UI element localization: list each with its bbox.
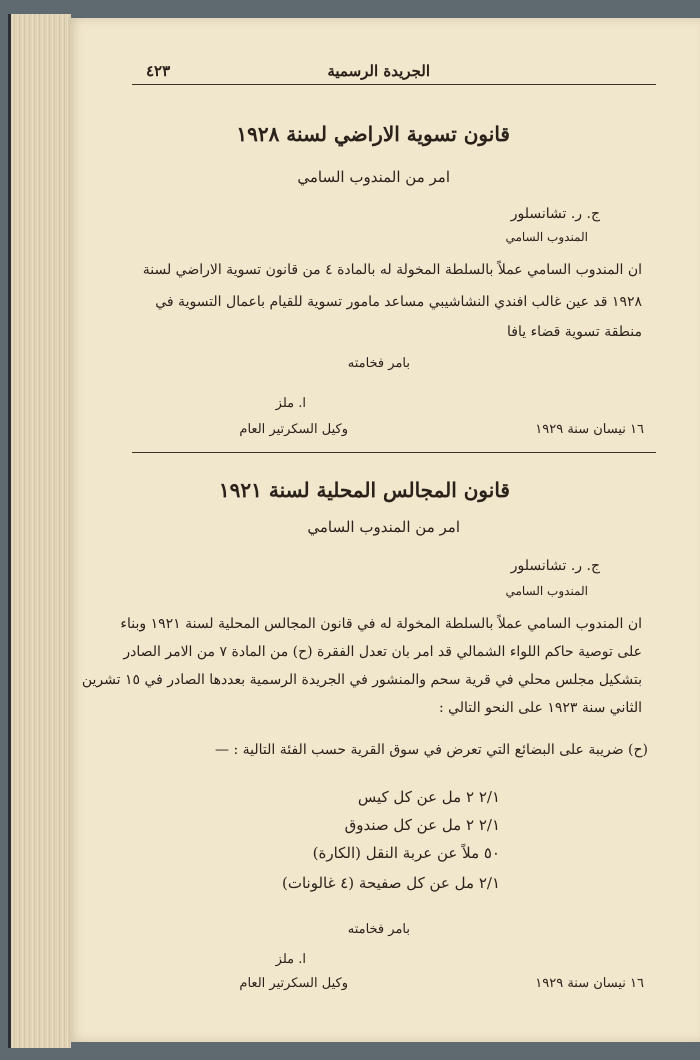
law1-by-order: بامر فخامته	[347, 356, 410, 371]
law1-body-line: ان المندوب السامي عملاً بالسلطة المخولة له بالمادة ٤ من قانون تسوية الاراضي لسنة	[142, 262, 642, 278]
law2-date: ١٦ نيسان سنة ١٩٢٩	[535, 976, 644, 991]
law2-title: قانون المجالس المحلية لسنة ١٩٢١	[218, 478, 510, 502]
law2-signatory: ج. ر. تشانسلور	[510, 558, 600, 574]
section-rule	[132, 452, 656, 453]
journal-title: الجريدة الرسمية	[327, 62, 430, 80]
law2-signatory-role: المندوب السامي	[505, 584, 588, 598]
law1-initials: ا. ملز	[275, 396, 306, 411]
law2-body-line: الثاني سنة ١٩٢٣ على النحو التالي :	[438, 700, 642, 716]
law1-body-line: منطقة تسوية قضاء يافا	[507, 324, 642, 340]
law1-body-line: ١٩٢٨ قد عين غالب افندي النشاشيبي مساعد مامور تسوية للقيام باعمال التسوية في	[155, 294, 642, 310]
law1-date: ١٦ نيسان سنة ١٩٢٩	[535, 422, 644, 437]
law1-subtitle: امر من المندوب السامي	[297, 168, 450, 186]
law2-initials: ا. ملز	[275, 952, 306, 967]
law2-body-line: على توصية حاكم اللواء الشمالي قد امر بان تعدل الفقرة (ح) من المادة ٧ من الامر الصادر	[123, 644, 642, 660]
law1-acting-secretary: وكيل السكرتير العام	[239, 422, 348, 437]
law2-clause: (ح) ضريبة على البضائع التي تعرض في سوق القرية حسب الفئة التالية : —	[215, 742, 648, 758]
book-page-edges	[8, 14, 71, 1048]
law2-rate-item: ٢/١ ٢ مل عن كل صندوق	[344, 816, 500, 834]
law2-rate-item: ٥٠ ملاً عن عربة النقل (الكارة)	[312, 844, 500, 862]
header-rule	[132, 84, 656, 85]
law2-by-order: بامر فخامته	[347, 922, 410, 937]
document-page	[68, 18, 700, 1042]
law2-acting-secretary: وكيل السكرتير العام	[239, 976, 348, 991]
law1-signatory: ج. ر. تشانسلور	[510, 206, 600, 222]
law2-rate-item: ٢/١ مل عن كل صفيحة (٤ غالونات)	[281, 874, 500, 892]
law2-body-line: ان المندوب السامي عملاً بالسلطة المخولة له في قانون المجالس المحلية لسنة ١٩٢١ وبناء	[120, 616, 642, 632]
law2-subtitle: امر من المندوب السامي	[307, 518, 460, 536]
law1-signatory-role: المندوب السامي	[505, 230, 588, 244]
law2-body-line: بتشكيل مجلس محلي في قرية سحم والمنشور في الجريدة الرسمية بعددها الصادر في ١٥ تشرين	[81, 672, 642, 688]
page-number: ٤٢٣	[146, 62, 171, 80]
law2-rate-item: ٢/١ ٢ مل عن كل كيس	[357, 788, 500, 806]
law1-title: قانون تسوية الاراضي لسنة ١٩٢٨	[236, 122, 510, 146]
